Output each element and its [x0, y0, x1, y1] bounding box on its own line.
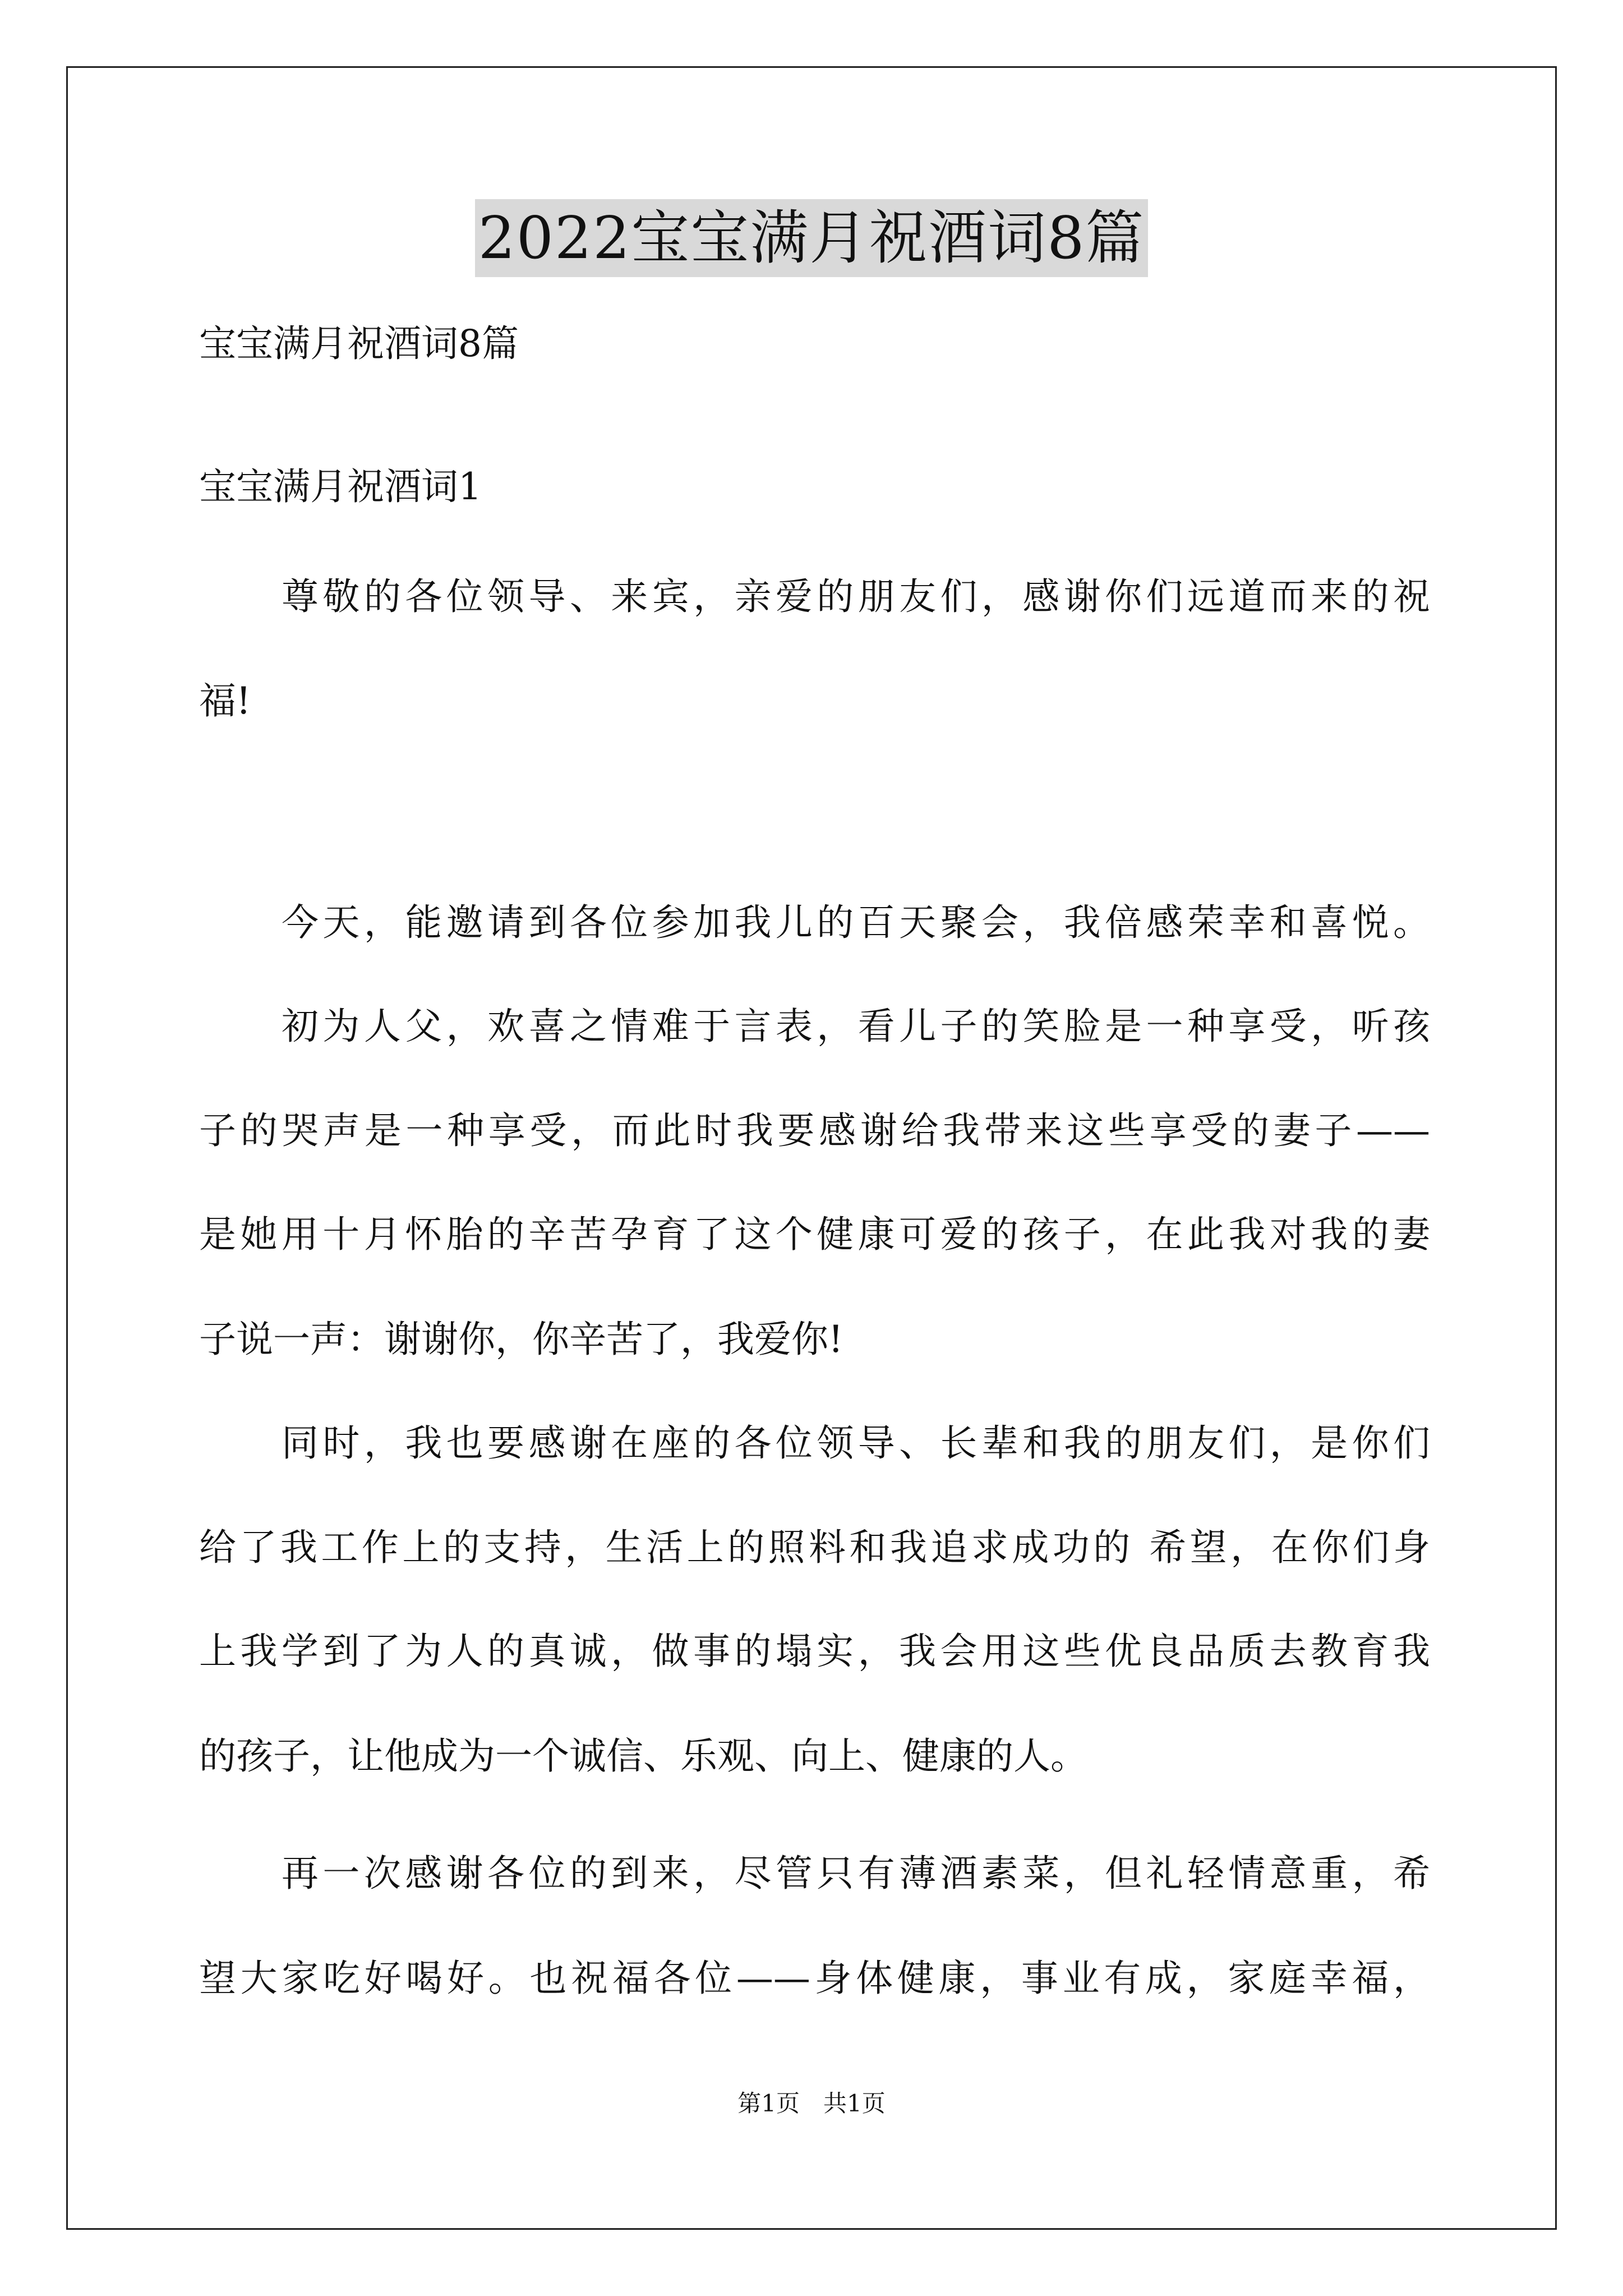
paragraph-line: 子说一声：谢谢你，你辛苦了，我爱你! [199, 1318, 843, 1361]
title-container [0, 199, 1623, 277]
paragraph-line: 再一次感谢各位的到来，尽管只有薄酒素菜，但礼轻情意重，希 [282, 1852, 1430, 1895]
paragraph-line: 尊敬的各位领导、来宾，亲爱的朋友们，感谢你们远道而来的祝 [282, 575, 1430, 618]
page-footer: 第1页 共1页 [737, 2090, 886, 2117]
paragraph-line: 福! [199, 679, 251, 723]
paragraph-line: 子的哭声是一种享受，而此时我要感谢给我带来这些享受的妻子—— [199, 1109, 1430, 1152]
paragraph-line: 给了我工作上的支持，生活上的照料和我追求成功的 希望，在你们身 [199, 1526, 1430, 1569]
paragraph-line: 的孩子，让他成为一个诚信、乐观、向上、健康的人。 [199, 1734, 1087, 1778]
paragraph-line: 今天，能邀请到各位参加我儿的百天聚会，我倍感荣幸和喜悦。 [282, 901, 1430, 944]
document-title: 2022宝宝满月祝酒词8篇 [475, 199, 1149, 277]
paragraph-line: 望大家吃好喝好。也祝福各位——身体健康，事业有成，家庭幸福， [199, 1957, 1430, 2000]
section-heading: 宝宝满月祝酒词1 [199, 465, 482, 508]
paragraph-line: 是她用十月怀胎的辛苦孕育了这个健康可爱的孩子，在此我对我的妻 [199, 1213, 1430, 1256]
paragraph-line: 同时，我也要感谢在座的各位领导、长辈和我的朋友们，是你们 [282, 1421, 1430, 1465]
paragraph-line: 初为人父，欢喜之情难于言表，看儿子的笑脸是一种享受，听孩 [282, 1005, 1430, 1048]
document-subtitle: 宝宝满月祝酒词8篇 [199, 322, 519, 365]
paragraph-line: 上我学到了为人的真诚，做事的塌实，我会用这些优良品质去教育我 [199, 1630, 1430, 1673]
